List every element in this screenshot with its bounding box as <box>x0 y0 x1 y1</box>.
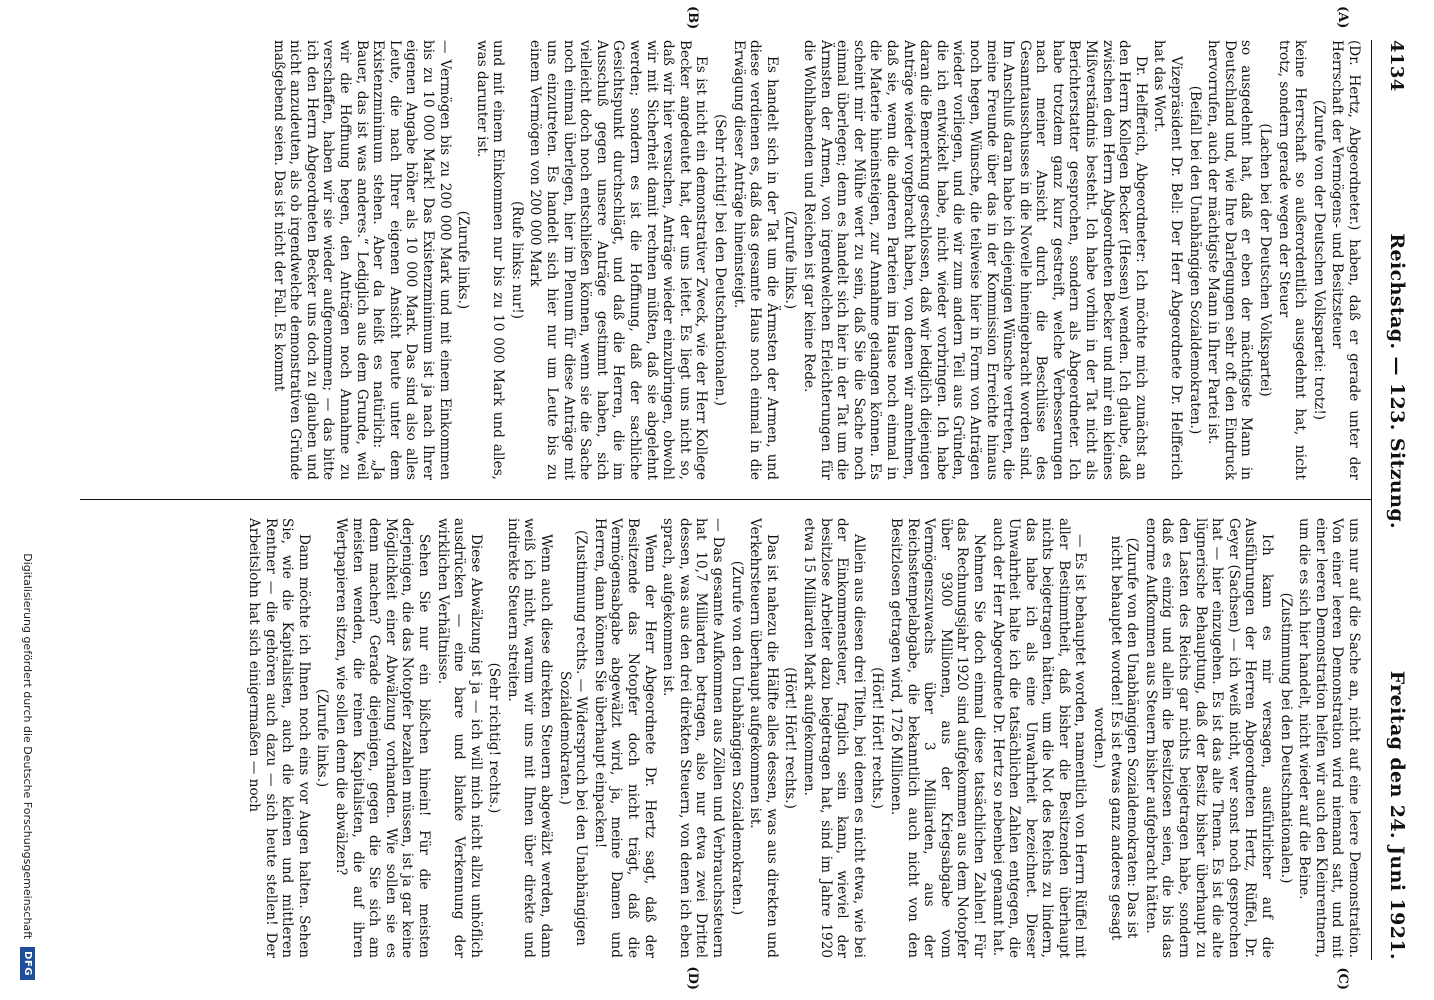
paragraph: keine Herrschaft so außerordentlich ausgedehnt hat, nicht trotz, sondern gerade wegen der Steuer <box>1275 40 1309 480</box>
right-column <box>80 518 1362 958</box>
column-divider <box>80 499 1372 500</box>
paragraph: und mit einem Einkommen nur bis zu 10 000 Mark und alles, was darunter ist. <box>473 40 507 480</box>
interjection: (Sehr richtig! rechts.) <box>486 662 503 814</box>
paragraph: Allein aus diesen drei Titeln, bei denen es nicht etwa, wie bei der Einkommensteuer, fraglich sein kann, wieviel der besitzlose Arbeiter dazu beigetragen hat, sind im Jahre 1920 etwa 15 Milliarden Mark aufgekommen. <box>801 518 867 958</box>
paragraph: Nehmen Sie doch einmal diese tatsächlichen Zahlen! Für das Rechnungsjahr 1920 sind aufgekommen aus dem Notopfer über 9300 Millionen, aus der Kriegsabgabe vom Vermögenszuwachs über 3 Milliarden, aus der Reichsstempelabgabe, die bekanntlich auch nicht von den Besitzlosen getragen wird, 1726 Millionen. <box>887 518 987 958</box>
page-header <box>1371 40 1422 960</box>
digitization-credit <box>8 120 48 980</box>
interjection: (Zurufe links.) <box>455 210 472 310</box>
paragraph: Ich kann es mir versagen, ausführlicher auf die Ausführungen der Herren Abgeordneten Hertz, Rüffel, Dr. Geyer (Sachsen) — ich weiß nicht, wer sonst noch gesprochen hat — hier einzugehen. Es ist das alte Thema. Es ist die alte lügnerische Behauptung, daß der Besitz bisher überhaupt zu den Lasten des Reichs gar nichts beigetragen habe, sondern daß es einzig und allein die Besitzlosen seien, die bis das enorme Aufkommen aus Steuern bisher aufgebracht hätten. <box>1142 518 1276 958</box>
interjection: (Sehr richtig! bei den Deutschnationalen.) <box>712 114 729 406</box>
paragraph: (Dr. Hertz, Abgeordneter.) haben, daß er gerade unter der Herrschaft der Vermögens- und Besitzsteuer <box>1329 40 1362 480</box>
interjection: (Hört! Hört! rechts.) <box>869 667 886 809</box>
margin-marker-c: (C) <box>1335 967 1350 990</box>
page-number: 4134 <box>1386 40 1408 92</box>
paragraph: Wenn der Herr Abgeordnete Dr. Hertz sagt, daß der Besitzende das Notopfer doch nicht trägt, daß die Vermögensabgabe abgewälzt wird, ja, meine Damen und Herren, dann können Sie überhaupt einpacken! <box>591 518 658 958</box>
paragraph: — Vermögen bis zu 200 000 Mark und mit einem Einkommen bis zu 10 000 Mark! Das Existenzminimum ist ja nach Ihrer eigenen Angabe höher als 10 000 Mark. Das sind also alles Leute, die nach Ihrer eigenen Ansicht heute unter dem Existenzminimum stehen. Aber da heißt es natürlich: „Ja Bauer, das ist was anderes.“ Lediglich aus dem Grunde, weil wir die Hoffnung hegen, den Anträgen noch Annahme zu verschaffen, haben wir sie wieder aufgenommen; — das bitte ich den Herrn Abgeordneten Becker uns doch zu glauben und nicht anzudeuten, als ob irgendwelche demonstrativen Gründe maßgebend seien. Das ist nicht der Fall. Es kommt <box>270 40 453 480</box>
interjection: (Zurufe von der Deutschen Volkspartei: trotz!) <box>1310 99 1327 421</box>
interjection: (Rufe links: nur!) <box>508 200 525 320</box>
paragraph: — Das gesamte Aufkommen aus Zöllen und Verbrauchssteuern hat 10,7 Milliarden betragen, also nur etwa zwei Drittel dessen, was aus den drei direkten Steuern, von denen ich eben sprach, aufgekommen ist. <box>660 518 727 958</box>
interjection: (Beifall bei den Unabhängigen Sozialdemokraten.) <box>1186 85 1203 435</box>
left-column <box>80 40 1362 480</box>
dfg-logo: DFG <box>21 947 36 980</box>
session-title: Reichstag. — 123. Sitzung. <box>1386 233 1408 530</box>
margin-marker-d: (D) <box>685 966 700 990</box>
paragraph: — Es ist behauptet worden, namentlich von Herrn Rüffel mit aller Bestimmtheit, daß bisher die Besitzenden überhaupt nichts beigetragen hätten, um die Not des Reichs zu lindern, das habe ich als eine Unwahrheit bezeichnet. Dieser Unwahrheit halte ich die tatsächlichen Zahlen entgegen, die auch der Herr Abgeordnete Dr. Hertz so nebenbei genannt hat. <box>989 518 1089 958</box>
interjection: (Hört! Hört! rechts.) <box>782 667 799 809</box>
interjection: (Zustimmung bei den Deutschnationalen.) <box>1277 592 1294 884</box>
paragraph: Es ist nicht ein demonstrativer Zweck, wie der Herr Kollege Becker angedeutet hat, der uns leitet. Es liegt uns nicht so, daß wir hier versuchen, Anträge wieder einzubringen, obwohl wir mit Sicherheit damit rechnen müßten, daß sie abgelehnt werden; sondern es ist die Hoffnung, daß der sachliche Gesichtspunkt durchschlägt, und daß die Herren, die im Ausschuß gegen unsere Anträge gestimmt haben, sich vielleicht doch noch entschließen können, wenn sie die Sache noch einmal überlegen, hier im Plenum für diese Anträge mit uns einzutreten. Es handelt sich hier nur um Leute bis zu einem Vermögen von 200 000 Mark <box>527 40 710 480</box>
session-date: Freitag den 24. Juni 1921. <box>1386 670 1408 960</box>
margin-marker-a: (A) <box>1335 6 1350 29</box>
paragraph: Das ist nahezu die Hälfte alles dessen, was aus direkten und Verkehrsteuern überhaupt aufgekommen ist. <box>747 518 780 958</box>
interjection: (Zustimmung rechts. — Widerspruch bei den Unabhängigen Sozialdemokraten.) <box>556 530 590 946</box>
interjection: (Zurufe links.) <box>782 210 799 310</box>
paragraph: Vizepräsident Dr. Bell: Der Herr Abgeordnete Dr. Helfferich hat das Wort. <box>1151 40 1185 480</box>
interjection: (Zurufe von den Unabhängigen Sozialdemokraten: Das ist nicht behauptet worden! Es ist etwas ganz anderes gesagt worden.) <box>1091 535 1141 941</box>
interjection: (Zurufe links.) <box>314 688 331 788</box>
interjection: (Lachen bei der Deutschen Volkspartei) <box>1257 123 1274 397</box>
paragraph: so ausgedehnt hat, daß er eben der mächtigste Mann in Deutschland und, wie Ihre Darlegungen sehr oft den Eindruck hervorrufen, auch der mächtigste Mann in Ihrer Partei ist. <box>1205 40 1255 480</box>
paragraph: Dr. Helfferich, Abgeordneter: Ich möchte mich zunächst an den Herrn Kollegen Becker (Hessen) wenden. Ich glaube, daß zwischen dem Herrn Abgeordneten Becker und mir ein kleines Mißverständnis besteht. Ich habe vorhin in der Tat nicht als Berichterstatter gesprochen, sondern als Abgeordneter. Ich habe trotzdem ganz kurz gestreift, welche Verbesserungen nach meiner Ansicht durch die Beschlüsse des Gesamtausschusses in die Novelle hineingebracht worden sind. Im Anschluß daran habe ich diejenigen Wünsche vertreten, die meine Freunde über das in der Kommission Erreichte hinaus noch hegen, Wünsche, die teilweise hier in Form von Anträgen wieder vorliegen, und die wir zum andern Teil aus Gründen, die ich entwickelt habe, nicht wieder vorbringen. Ich habe daran die Bemerkung geschlossen, daß wir lediglich diejenigen Anträge wieder vorgebracht haben, von denen wir annehmen, daß sie, wenn die anderen Parteien im Hause noch einmal in die Materie hineinsteigen, zur Annahme gelangen können. Es scheint mir der Mühe wert zu sein, daß Sie die Sache noch einmal überlegen; denn es handelt sich hier in der Tat um die Ärmsten der Armen, von irgendwelchen Erleichterungen für die Wohlhabenden und Reichen ist gar keine Rede. <box>801 40 1149 480</box>
credit-text: Digitalisierung gefördert durch die Deutsche Forschungsgemeinschaft <box>21 553 35 940</box>
paragraph: Es handelt sich in der Tat um die Ärmsten der Armen, und diese verdienen es, daß das gesamte Haus noch einmal in die Erwägung dieser Anträge hineinsteigt. <box>730 40 780 480</box>
interjection: (Zurufe von den Unabhängigen Sozialdemokraten.) <box>728 560 745 916</box>
margin-marker-b: (B) <box>685 6 700 30</box>
paragraph: uns nur auf die Sache an, nicht auf eine leere Demonstration. Von einer leeren Demonstration wird niemand satt, und mit einer leeren Demonstration helfen wir auch den Kleinrentnern, um die es sich hier handelt, nicht wieder auf die Beine. <box>1296 518 1362 958</box>
paragraph: Wenn auch diese direkten Steuern abgewälzt werden, dann weiß ich nicht, warum wir uns mit Ihnen über direkte und indirekte Steuern streiten. <box>504 518 555 958</box>
paragraph: Dann möchte ich Ihnen noch eins vor Augen halten. Sehen Sie, wie die Kapitalisten, auch die kleinen und mittleren Rentner — die gehören auch dazu — sich heute stellen! Der Arbeitslohn hat sich einigermaßen — noch <box>246 518 312 958</box>
paragraph: Sehen Sie nur ein bißchen hinein! Für die meisten derjenigen, die das Notopfer bezahlen müssen, ist ja gar keine Möglichkeit einer Abwälzung vorhanden. Wie sollen sie es denn machen? Gerade diejenigen, gegen die Sie sich am meisten wenden, die reinen Kapitalisten, die auf ihren Wertpapieren sitzen, wie sollen denn die abwälzen? <box>332 518 432 958</box>
paragraph: Diese Abwälzung ist ja — ich will mich nicht allzu unhöflich ausdrücken — eine bare und blanke Verkennung der wirklichen Verhältnisse. <box>434 518 484 958</box>
